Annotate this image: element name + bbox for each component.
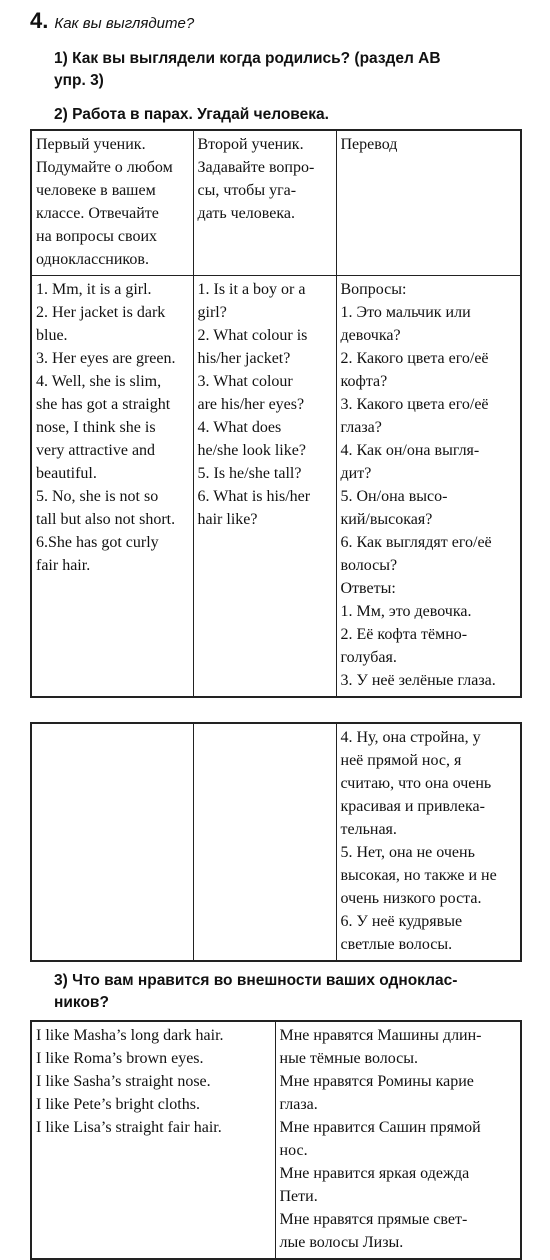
cell-line: глаза. — [279, 1096, 318, 1113]
item3-line: 3) Что вам нравится во внешности ваших одноклас- — [54, 972, 458, 989]
pair-work-table — [30, 129, 522, 698]
cell-line: дит? — [340, 465, 372, 482]
cell-line: девочка? — [340, 327, 401, 344]
header-translation — [336, 130, 521, 276]
cell-line: Первый ученик. — [36, 136, 146, 153]
cell-line: 1. Это мальчик или — [340, 304, 471, 321]
cell-line: 4. Ну, она стройна, у — [340, 729, 481, 746]
table-row — [31, 723, 521, 961]
cell-line: тельная. — [340, 821, 397, 838]
cell-line: 3. Her eyes are green. — [36, 350, 176, 367]
cell-line: считаю, что она очень — [340, 775, 492, 792]
exercise-number: 4. — [30, 8, 49, 33]
translation-continued-table — [30, 722, 522, 962]
likes-table — [30, 1020, 522, 1260]
cell-line: одноклассников. — [36, 251, 149, 268]
empty-cell — [193, 723, 336, 961]
table-row — [31, 1021, 521, 1259]
header-first-student — [31, 130, 193, 276]
cell-line: 5. Он/она высо- — [340, 488, 448, 505]
item1-line: 1) Как вы выглядели когда родились? (раздел АВ — [54, 50, 441, 67]
cell-line: blue. — [36, 327, 68, 344]
table-row — [31, 276, 521, 698]
questions-english — [193, 276, 336, 698]
cell-line: his/her jacket? — [197, 350, 291, 367]
cell-line: 3. У неё зелёные глаза. — [340, 672, 496, 689]
cell-line: nose, I think she is — [36, 419, 156, 436]
cell-line: he/she look like? — [197, 442, 306, 459]
cell-line: 5. Is he/she tall? — [197, 465, 302, 482]
cell-line: I like Pete’s bright cloths. — [36, 1096, 200, 1113]
cell-line: 2. Какого цвета его/её — [340, 350, 489, 367]
cell-line: 1. Мм, это девочка. — [340, 603, 472, 620]
cell-line: 2. Её кофта тёмно- — [340, 626, 468, 643]
cell-line: I like Roma’s brown eyes. — [36, 1050, 204, 1067]
table-header-row — [31, 130, 521, 276]
cell-line: Мне нравится Сашин прямой — [279, 1119, 481, 1136]
likes-english — [31, 1021, 275, 1259]
cell-line: Мне нравится яркая одежда — [279, 1165, 470, 1182]
cell-line: 3. What colour — [197, 373, 293, 390]
cell-line: неё прямой нос, я — [340, 752, 462, 769]
cell-line: 2. Her jacket is dark — [36, 304, 166, 321]
cell-line: beautiful. — [36, 465, 97, 482]
cell-line: 1. Is it a boy or a — [197, 281, 306, 298]
cell-line: Подумайте о любом — [36, 159, 173, 176]
cell-line: ные тёмные волосы. — [279, 1050, 419, 1067]
cell-line: светлые волосы. — [340, 936, 453, 953]
cell-line: 5. No, she is not so — [36, 488, 159, 505]
cell-line: 3. Какого цвета его/её — [340, 396, 489, 413]
cell-line: I like Sasha’s straight nose. — [36, 1073, 211, 1090]
cell-line: Пети. — [279, 1188, 318, 1205]
cell-line: I like Masha’s long dark hair. — [36, 1027, 224, 1044]
item2-title: 2) Работа в парах. Угадай человека. — [54, 106, 329, 123]
answers-english — [31, 276, 193, 698]
cell-line: Второй ученик. — [197, 136, 304, 153]
cell-line: сы, чтобы уга- — [197, 182, 297, 199]
cell-line: hair like? — [197, 511, 258, 528]
cell-line: нос. — [279, 1142, 308, 1159]
cell-line: she has got a straight — [36, 396, 171, 413]
cell-line: 6. Как выглядят его/её — [340, 534, 492, 551]
cell-line: Вопросы: — [340, 281, 407, 298]
cell-line: 1. Mm, it is a girl. — [36, 281, 152, 298]
item1-question — [54, 48, 520, 92]
cell-line: fair hair. — [36, 557, 91, 574]
likes-russian — [275, 1021, 521, 1259]
empty-cell — [31, 723, 193, 961]
exercise-title: Как вы выглядите? — [54, 15, 195, 32]
cell-line: 6. What is his/her — [197, 488, 311, 505]
translation-russian — [336, 276, 521, 698]
cell-line: волосы? — [340, 557, 398, 574]
cell-line: Мне нравятся прямые свет- — [279, 1211, 468, 1228]
exercise-heading — [30, 8, 194, 34]
header-second-student — [193, 130, 336, 276]
cell-line: girl? — [197, 304, 227, 321]
item3-line: ников? — [54, 994, 109, 1011]
cell-line: very attractive and — [36, 442, 156, 459]
cell-line: кофта? — [340, 373, 388, 390]
cell-line: Мне нравятся Ромины карие — [279, 1073, 474, 1090]
cell-line: are his/her eyes? — [197, 396, 305, 413]
cell-line: высокая, но также и не — [340, 867, 497, 884]
item1-line: упр. 3) — [54, 72, 104, 89]
cell-line: 6.She has got curly — [36, 534, 159, 551]
cell-line: классе. Отвечайте — [36, 205, 159, 222]
cell-line: tall but also not short. — [36, 511, 176, 528]
cell-line: Ответы: — [340, 580, 396, 597]
cell-line: очень низкого роста. — [340, 890, 482, 907]
cell-line: Перевод — [340, 136, 398, 153]
cell-line: Задавайте вопро- — [197, 159, 315, 176]
cell-line: 4. What does — [197, 419, 282, 436]
cell-line: на вопросы своих — [36, 228, 158, 245]
cell-line: 6. У неё кудрявые — [340, 913, 463, 930]
cell-line: Мне нравятся Машины длин- — [279, 1027, 482, 1044]
cell-line: 4. Как он/она выгля- — [340, 442, 480, 459]
translation-continued — [336, 723, 521, 961]
cell-line: 4. Well, she is slim, — [36, 373, 162, 390]
cell-line: кий/высокая? — [340, 511, 433, 528]
cell-line: дать человека. — [197, 205, 295, 222]
cell-line: глаза? — [340, 419, 382, 436]
cell-line: голубая. — [340, 649, 397, 666]
cell-line: красивая и привлека- — [340, 798, 485, 815]
cell-line: I like Lisa’s straight fair hair. — [36, 1119, 222, 1136]
cell-line: 2. What colour is — [197, 327, 308, 344]
cell-line: человеке в вашем — [36, 182, 156, 199]
cell-line: 5. Нет, она не очень — [340, 844, 475, 861]
cell-line: лые волосы Лизы. — [279, 1234, 404, 1251]
item3-question — [54, 970, 520, 1014]
